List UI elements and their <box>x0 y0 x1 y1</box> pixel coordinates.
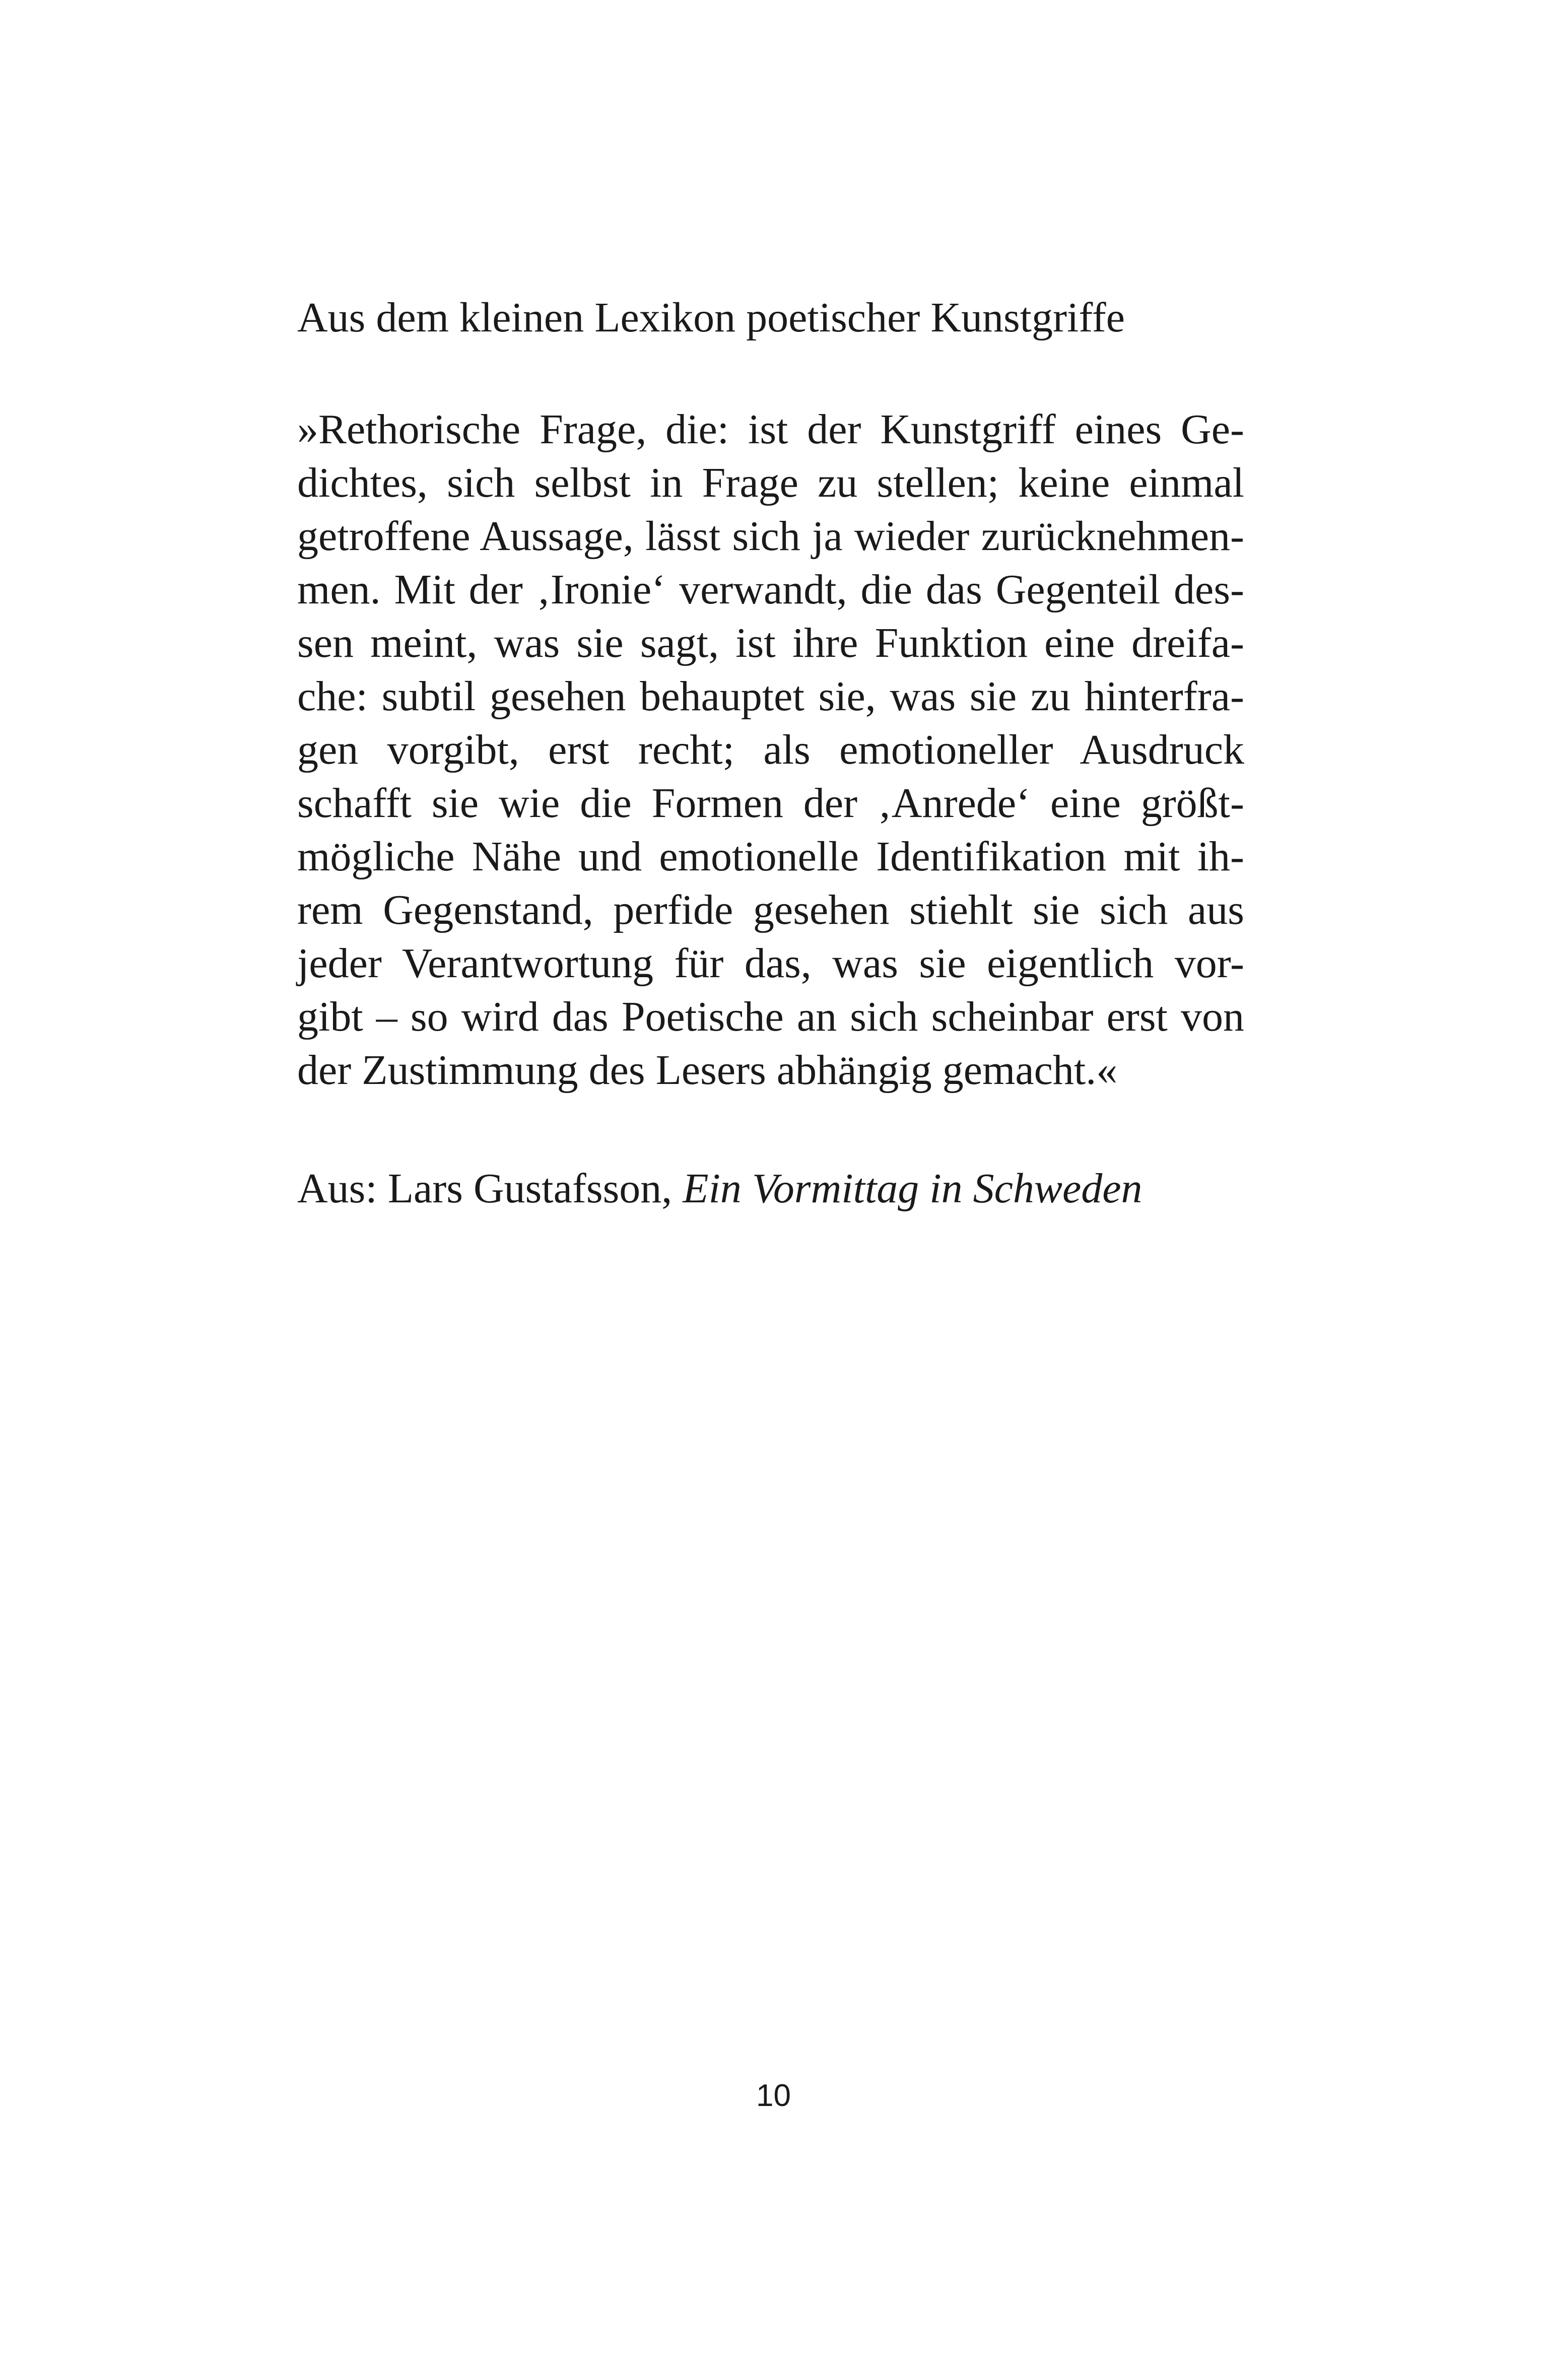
text-line: »Rethorische Frage, die: ist der Kunstgriff eines Ge- <box>297 406 1244 453</box>
text-line: gen vorgibt, erst recht; als emotioneller Ausdruck <box>297 726 1244 773</box>
source-citation <box>297 1161 1142 1216</box>
text-line: rem Gegenstand, perfide gesehen stiehlt sie sich aus <box>297 887 1244 933</box>
text-line: dichtes, sich selbst in Frage zu stellen; keine einmal <box>297 459 1244 506</box>
text-line: jeder Verantwortung für das, was sie eigentlich vor- <box>297 940 1244 987</box>
page-number: 10 <box>756 2078 791 2113</box>
text-line: sen meint, was sie sagt, ist ihre Funktion eine dreifa- <box>297 620 1244 666</box>
text-line: der Zustimmung des Lesers abhängig gemacht.« <box>297 1047 1118 1094</box>
text-line: gibt – so wird das Poetische an sich scheinbar erst von <box>297 993 1244 1040</box>
text-line: che: subtil gesehen behauptet sie, was sie zu hinterfra- <box>297 673 1244 720</box>
source-prefix: Aus: Lars Gustafsson, <box>297 1165 683 1212</box>
source-title: Ein Vormittag in Schweden <box>683 1165 1142 1212</box>
text-line: mögliche Nähe und emotionelle Identifikation mit ih- <box>297 833 1244 880</box>
text-line: schafft sie wie die Formen der ‚Anrede‘ eine größt- <box>297 780 1244 827</box>
text-line: getroffene Aussage, lässt sich ja wieder zurücknehmen- <box>297 513 1244 560</box>
page-heading: Aus dem kleinen Lexikon poetischer Kunstgriffe <box>297 294 1125 341</box>
text-line: men. Mit der ‚Ironie‘ verwandt, die das Gegenteil des- <box>297 566 1244 613</box>
lexicon-entry <box>297 403 1244 1097</box>
